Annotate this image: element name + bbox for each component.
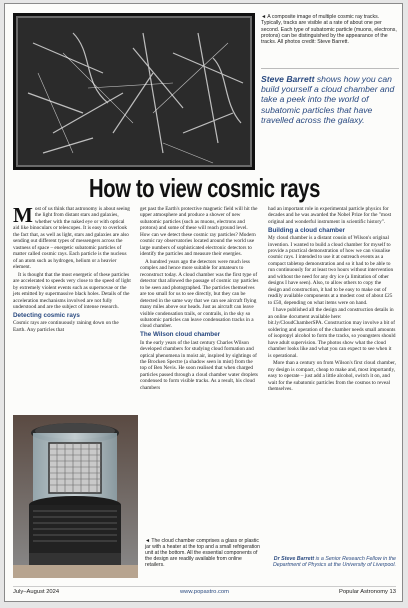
column-2 [140, 206, 259, 393]
website-link[interactable]: www.popastro.com [180, 589, 229, 595]
cloud-chamber-photo [13, 415, 138, 578]
article-title: How to view cosmic rays [88, 173, 321, 203]
column-1 [13, 203, 131, 334]
paragraph: had an important role in experimental particle physics for decades and he was awarded the Nobel Prize for the "most original and wonderful instrument in scientific history". [268, 206, 392, 225]
paragraph: get past the Earth's protective magnetic field will hit the upper atmosphere and produce a shower of new subatomic particles (such as muons, electrons and protons) and some of these will reach ground level. How can we detect these cosmic ray particles? Modern cosmic ray observatories located around the world use large numbers of sophisticated electronic detectors to identify the particles and measure their energies. [140, 206, 258, 258]
standfirst-divider [261, 68, 399, 69]
cosmic-ray-tracks-image [13, 13, 255, 170]
author-bio-text: is a Senior Research Fellow in the Department of Physics at the University of Liverpool. [272, 556, 396, 569]
paragraph: I have published all the design and construction details in an online document available here: bit.ly/CloudChamberSPA. Construction may involve a bit of soldering and operation of the chamber needs small amounts of isopropyl alcohol to form the tracks, so youngsters should have adult supervision. The photos show what the cloud chamber looks like and what you can expect to see when it is operational. [268, 307, 396, 359]
page-footer [13, 586, 396, 597]
section-heading: Building a cloud chamber [268, 226, 345, 234]
bottom-image-caption: ◄ The cloud chamber comprises a glass or plastic jar with a heater at the top and a small refrigeration unit at the bottom. All the essential components of the design are readily available from online retailers. [145, 538, 260, 569]
section-heading: The Wilson cloud chamber [140, 331, 221, 339]
issue-date: July–August 2024 [13, 589, 60, 595]
paragraph: Cosmic rays are continuously raining down on the Earth. Any particles that [13, 320, 119, 333]
paragraph: ost of us think that astronomy is about seeing the light from distant stars and galaxies, whether with the naked eye or with optical aid like binoculars or telescopes. It is easy to overlook the fact that, as well as light, stars and galaxies are also sending out different types of messengers across the vastness of space – energetic subatomic particles of matter called cosmic rays. Each particle is the nucleus of an atom such as hydrogen, helium or a heavier element. [13, 206, 130, 271]
standfirst-author: Steve Barrett [261, 74, 315, 84]
paragraph: My cloud chamber is a distant cousin of Wilson's original invention. I wanted to build a cloud chamber for myself to provide a practical demonstration of how we can visualise cosmic rays. I intended to use it at outreach events as a compact tabletop demonstration and so it had to be able to run continuously for at least two hours without intervention and without the need for any dry ice (a limitation of other designs I have seen). Also, to allow others to copy the design and construction, it had to be easy to make out of readily available components at a modest cost of about £25 to £50, depending on what items were on hand. [268, 235, 394, 306]
top-image-caption: ◄ A composite image of multiple cosmic ray tracks. Typically, tracks are visible at a rate of about one per second. Each type of subatomic particle (muons, electrons, protons) can be distinguished by the appearance of the tracks. All photos credit: Steve Barrett. [261, 14, 397, 46]
standfirst [261, 74, 399, 125]
page-number: Popular Astronomy 13 [338, 589, 396, 595]
author-name: Dr Steve Barrett [273, 556, 315, 562]
paragraph: More than a century on from Wilson's first cloud chamber, my design is compact, cheap to make and, most importantly, easy to operate – just add a little alcohol, switch it on, and wait for the subatomic particles from the cosmos to reveal themselves. [268, 360, 396, 393]
magazine-page [4, 3, 403, 602]
paragraph: A hundred years ago the detectors were much less complex and hence more suitable for amateurs to reconstruct today. A cloud chamber was the first type of detector that allowed the passage of cosmic ray particles to be seen and photographed. The particles themselves are too small for us to see directly, but they can be detected in the same way that we can see aircraft flying many miles above our heads. Just as aircraft can leave visible condensation trails, or contrails, in the sky so subatomic particles can leave condensation tracks in a cloud chamber. [140, 258, 259, 330]
drop-cap: M [13, 203, 33, 227]
section-heading: Detecting cosmic rays [13, 311, 80, 319]
standfirst-text: shows how you can build yourself a cloud chamber and take a peek into the world of subatomic particles that have travelled across the galaxy. [261, 74, 395, 125]
paragraph: It is thought that the most energetic of these particles are accelerated to speeds very close to the speed of light by extremely violent events such as supernovae or the jets emitted by supermassive black holes. Details of the acceleration mechanisms involved are not fully understood and are the subject of intense research. [13, 271, 131, 311]
paragraph: In the early years of the last century Charles Wilson developed chambers for studying cloud formation and optical phenomena in moist air, inspired by sightings of the Brocken Spectre (a shadow seen in mist) from the top of Ben Nevis. He soon realised that when charged particles passed through a cloud chamber water droplets condensed to form visible tracks. As a result, his cloud chambers [140, 339, 258, 391]
column-3 [268, 206, 396, 394]
author-bio [268, 556, 396, 569]
